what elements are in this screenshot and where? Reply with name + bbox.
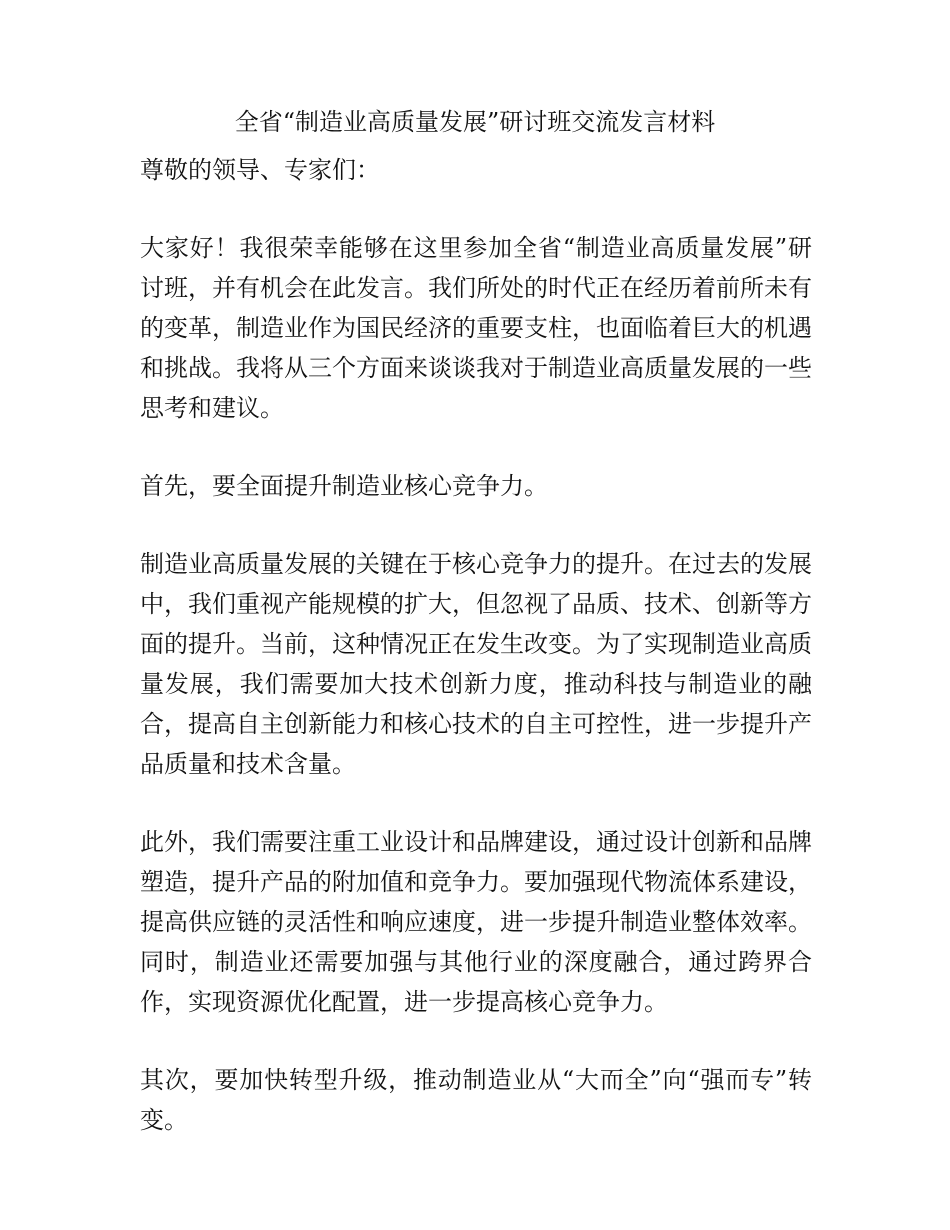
- body-paragraph: 此外，我们需要注重工业设计和品牌建设，通过设计创新和品牌塑造，提升产品的附加值和竞争力。要加强现代物流体系建设，提高供应链的灵活性和响应速度，进一步提升制造业整体效率。同时，制造业还需要加强与其他行业的深度融合，通过跨界合作，实现资源优化配置，进一步提高核心竞争力。: [140, 828, 812, 1016]
- document-body: [140, 150, 812, 1178]
- document-title: 全省“制造业高质量发展”研讨班交流发言材料: [234, 108, 716, 136]
- body-paragraph: 制造业高质量发展的关键在于核心竞争力的提升。在过去的发展中，我们重视产能规模的扩大，但忽视了品质、技术、创新等方面的提升。当前，这种情况正在发生改变。为了实现制造业高质量发展，我们需要加大技术创新力度，推动科技与制造业的融合，提高自主创新能力和核心技术的自主可控性，进一步提升产品质量和技术含量。: [140, 550, 812, 778]
- section-heading-first: 首先，要全面提升制造业核心竞争力。: [140, 472, 548, 500]
- section-heading-second: 其次，要加快转型升级，推动制造业从“大而全”向“强而专”转变。: [140, 1066, 812, 1134]
- opening-paragraph: 大家好！我很荣幸能够在这里参加全省“制造业高质量发展”研讨班，并有机会在此发言。我们所处的时代正在经历着前所未有的变革，制造业作为国民经济的重要支柱，也面临着巨大的机遇和挑战。我将从三个方面来谈谈我对于制造业高质量发展的一些思考和建议。: [140, 234, 812, 422]
- salutation-paragraph: 尊敬的领导、专家们：: [140, 156, 380, 184]
